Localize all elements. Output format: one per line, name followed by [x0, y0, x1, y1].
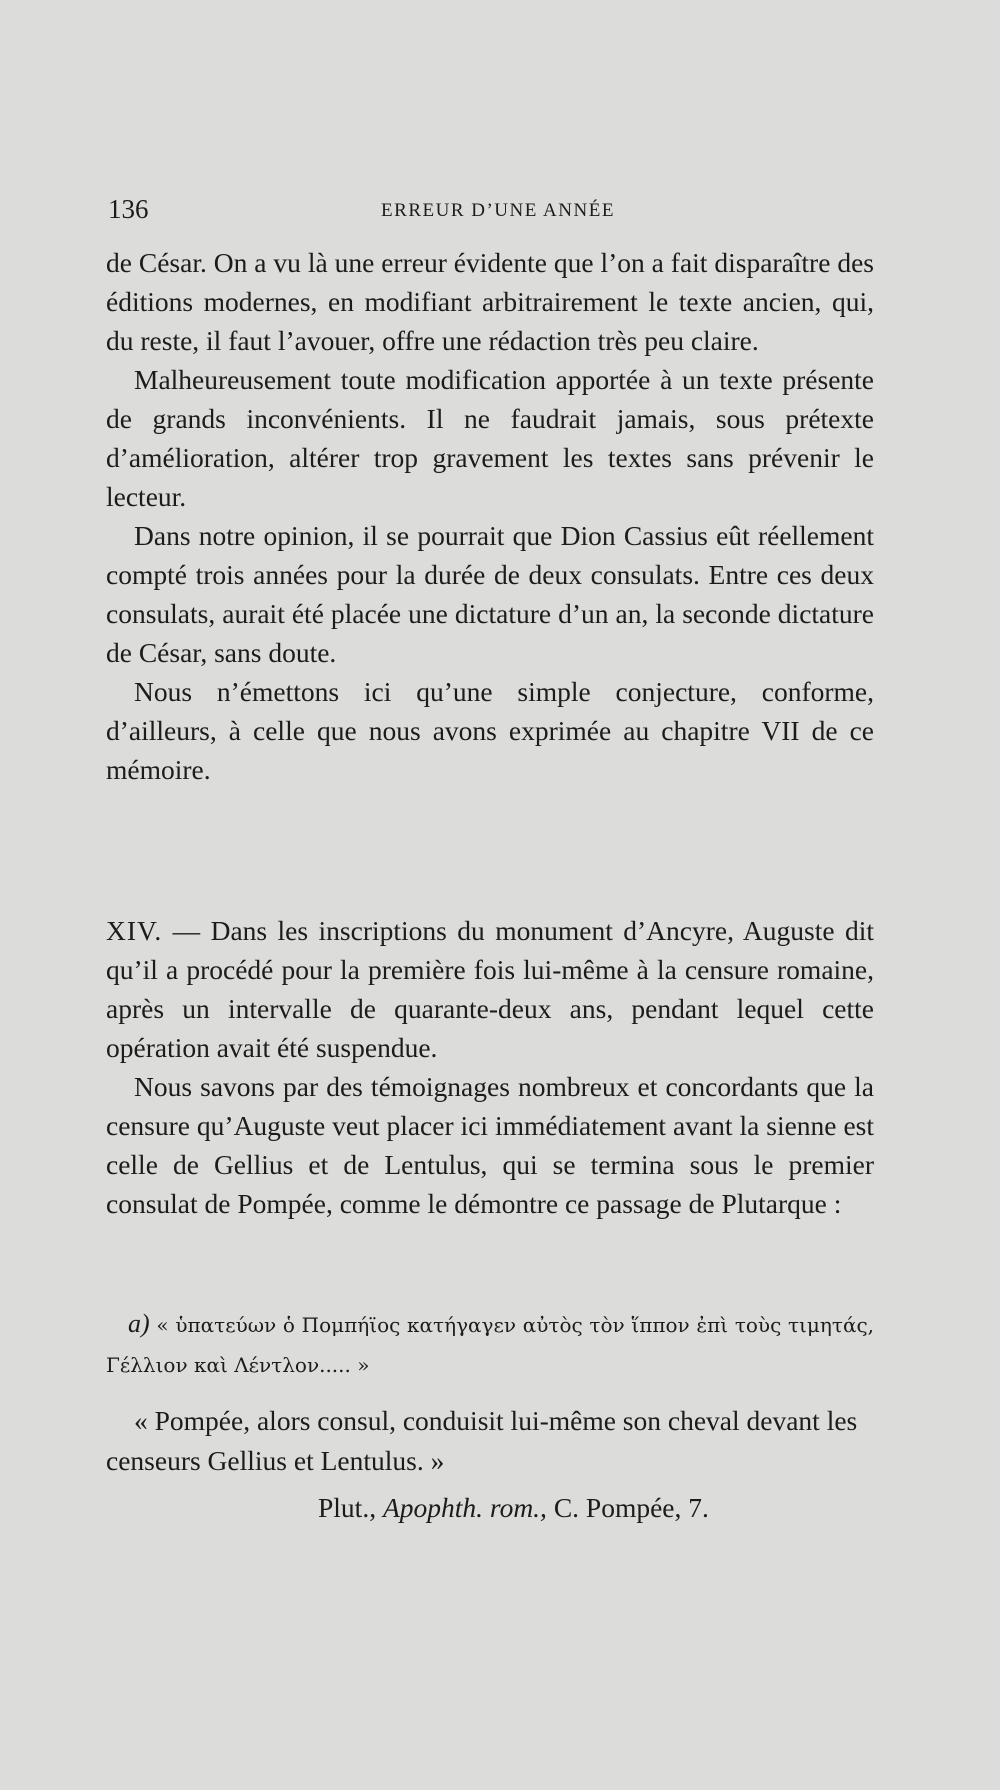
citation-work: Apophth. rom.,	[382, 1492, 547, 1523]
paragraph-text: Dans les inscriptions du monument d’Ancyre, Auguste dit qu’il a procédé pour la première fois lui-même à la censure romaine, après un intervalle de quarante-deux ans, pendant lequel cette opération avait été suspendue.	[106, 915, 875, 1063]
quote-letter: a)	[128, 1309, 150, 1338]
paragraph: Nous savons par des témoignages nombreux et concordants que la censure qu’Auguste veut placer ici immédiatement avant la sienne est celle de Gellius et de Lentulus, qui se termina sous le premier consulat de Pompée, comme le démontre ce passage de Plutarque :	[106, 1071, 874, 1219]
paragraph: de César. On a vu là une erreur évidente que l’on a fait disparaître des éditions modernes, en modifiant arbitrairement le texte ancien, qui, du reste, il faut l’avouer, offre une rédaction très peu claire.	[106, 247, 874, 356]
greek-text: « ὑπατεύων ὁ Πομπήϊος κατήγαγεν αὐτὸς τὸν ἵππον ἐπὶ τοὺς τιμητάς, Γέλλιον καὶ Λέντλον..... »	[106, 1313, 875, 1377]
running-title: ERREUR D’UNE ANNÉE	[381, 200, 615, 221]
running-head	[108, 194, 888, 230]
citation-reference: C. Pompée, 7.	[553, 1492, 709, 1523]
section-xiv	[106, 911, 874, 1223]
citation-author: Plut.,	[318, 1492, 377, 1523]
section-dash: —	[172, 915, 201, 946]
page-number: 136	[108, 194, 149, 224]
greek-quote	[106, 1304, 874, 1385]
paragraph: Malheureusement toute modification apportée à un texte présente de grands inconvénients. Il ne faudrait jamais, sous prétexte d’amélioration, altérer trop gravement les textes sans prévenir le lecteur.	[106, 364, 874, 512]
citation	[318, 1492, 709, 1524]
translation-text: « Pompée, alors consul, conduisit lui-même son cheval devant les censeurs Gellius et Lentulus. »	[106, 1405, 858, 1476]
paragraph: Nous n’émettons ici qu’une simple conjecture, conforme, d’ailleurs, à celle que nous avons exprimée au chapitre VII de ce mémoire.	[106, 676, 874, 785]
quote-translation	[106, 1401, 874, 1481]
text-block-top	[106, 243, 874, 789]
paragraph: Dans notre opinion, il se pourrait que Dion Cassius eût réellement compté trois années pour la durée de deux consulats. Entre ces deux consulats, aurait été placée une dictature d’un an, la seconde dictature de César, sans doute.	[106, 520, 874, 668]
paragraph	[106, 911, 874, 1067]
greek-quote-text	[106, 1304, 874, 1385]
section-number: XIV.	[106, 915, 163, 946]
